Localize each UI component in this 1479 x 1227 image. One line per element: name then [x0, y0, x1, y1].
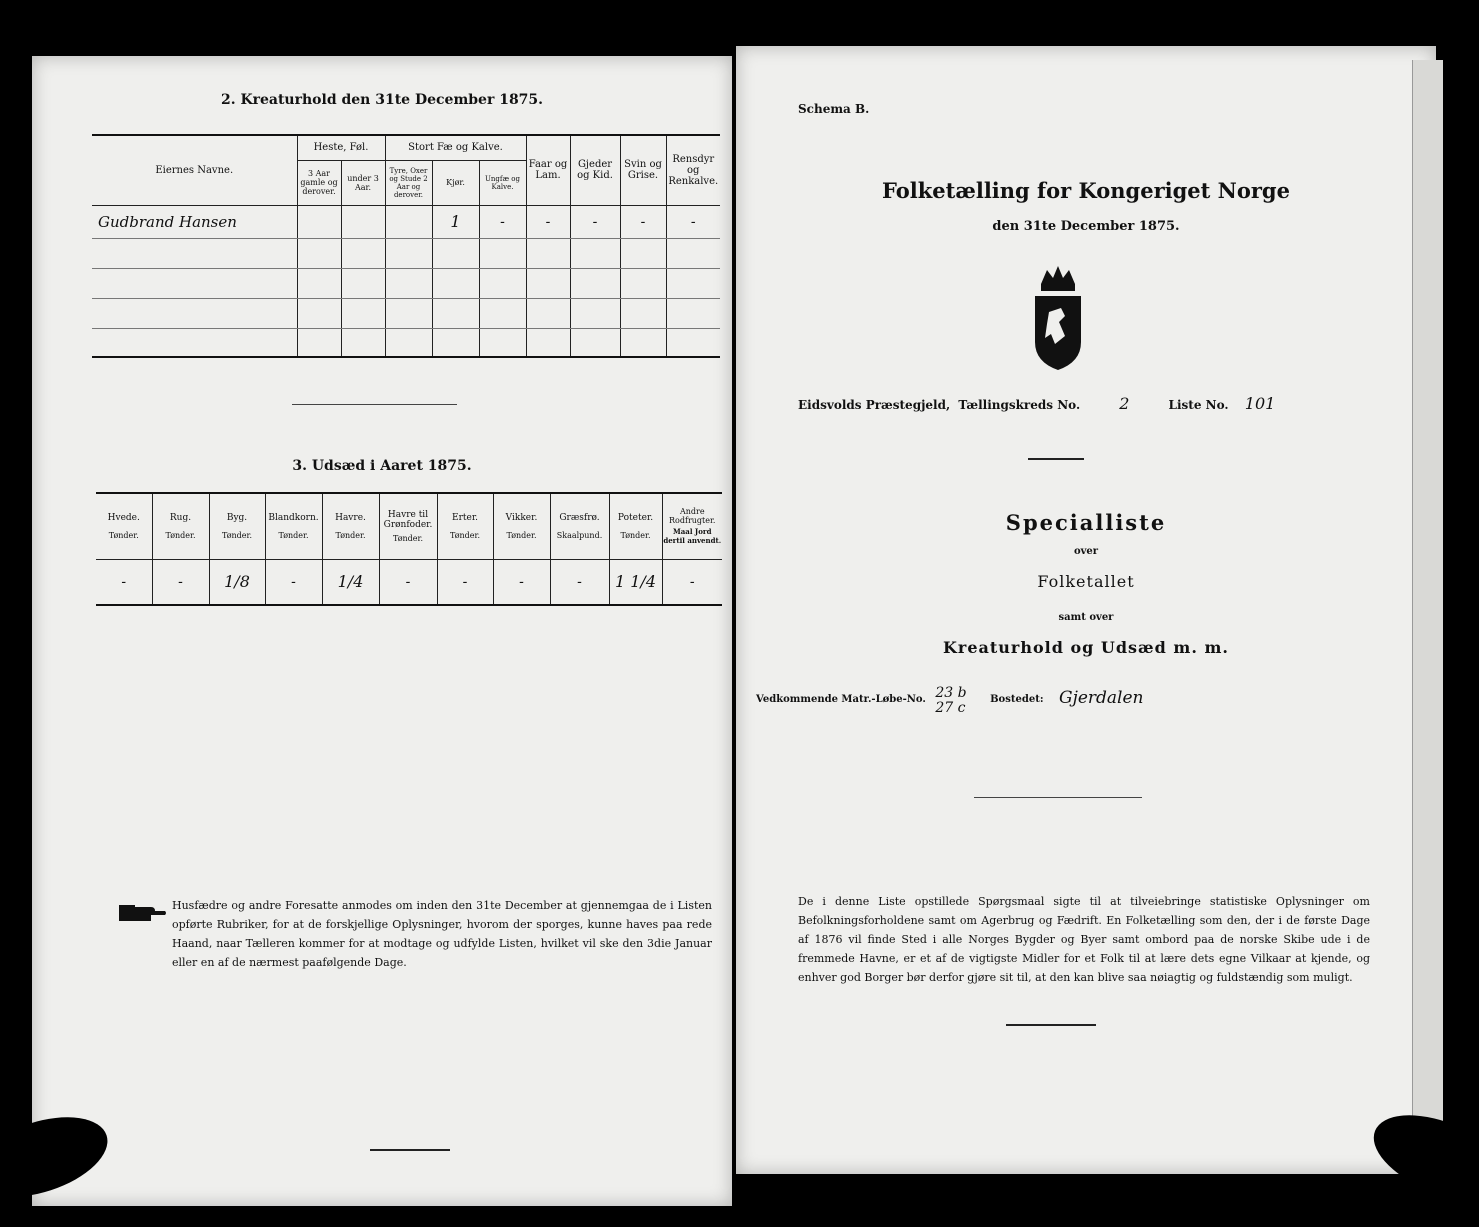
divider: [1028, 458, 1084, 460]
divider: [292, 404, 457, 405]
table-cell: -: [479, 205, 526, 238]
table-cell: -: [666, 205, 720, 238]
cattle-b-header: Kjør.: [432, 160, 479, 205]
bostedet-label: Bostedet:: [990, 694, 1044, 705]
seed-value-cell: -: [379, 559, 437, 605]
cattle-c-header: Ungfæ og Kalve.: [479, 160, 526, 205]
seed-header-cell: Blandkorn. Tønder.: [265, 493, 322, 559]
seed-value-cell: -: [662, 559, 722, 605]
seed-header-cell: Poteter. Tønder.: [609, 493, 662, 559]
pigs-header: Svin og Grise.: [620, 135, 666, 205]
bostedet-value: Gjerdalen: [1059, 688, 1144, 708]
matr-value-2: 27 c: [935, 700, 966, 716]
table-cell: [297, 205, 341, 238]
specialliste-heading: Specialliste: [1005, 510, 1167, 535]
cattle-a-header: Tyre, Oxer og Stude 2 Aar og derover.: [385, 160, 432, 205]
seed-header-cell: Rug. Tønder.: [152, 493, 209, 559]
seed-value-cell: 1 1/4: [609, 559, 662, 605]
pointing-hand-icon: [117, 899, 167, 929]
matr-label: Vedkommende Matr.-Løbe-No.: [756, 694, 926, 705]
sheep-header: Faar og Lam.: [526, 135, 570, 205]
notice-text: Husfædre og andre Foresatte anmodes om inden den 31te December at gjennemgaa de i Listen opførte Rubriker, for at de forskjellige Oplysninger, hvorom der sporges, kunne haves paa rede Haand, naar Tælleren kommer for at modtage og udfylde Listen, hvilket vil ske den 3die Januar eller en af de nærmest paafølgende Dage.: [172, 899, 712, 969]
right-page: [736, 46, 1436, 1174]
seed-value-cell: -: [96, 559, 152, 605]
owner-name-cell: Gudbrand Hansen: [92, 205, 297, 238]
table-cell: [341, 205, 385, 238]
main-title: Folketælling for Kongeriget Norge: [882, 178, 1290, 203]
horse-b-header: under 3 Aar.: [341, 160, 385, 205]
page-edge: [1412, 60, 1443, 1175]
seed-value-cell: -: [152, 559, 209, 605]
goats-header: Gjeder og Kid.: [570, 135, 620, 205]
seed-header-cell: Vikker. Tønder.: [493, 493, 550, 559]
section3-title: 3. Udsæd i Aaret 1875.: [292, 458, 472, 474]
table-cell: 1: [432, 205, 479, 238]
district-label: Tællingskreds No.: [958, 398, 1081, 412]
seed-header-cell: Havre. Tønder.: [322, 493, 379, 559]
seed-value-cell: -: [265, 559, 322, 605]
seed-value-cell: -: [493, 559, 550, 605]
seed-header-cell: Byg. Tønder.: [209, 493, 265, 559]
owner-header: Eiernes Navne.: [92, 135, 297, 205]
seed-header-cell: Andre Rodfrugter. Maal Jord dertil anvendt.: [662, 493, 722, 559]
seed-header-cell: Erter. Tønder.: [437, 493, 493, 559]
matr-value-1: 23 b: [935, 685, 967, 701]
horse-a-header: 3 Aar gamle og derover.: [297, 160, 341, 205]
table-cell: -: [570, 205, 620, 238]
census-date: den 31te December 1875.: [992, 219, 1180, 234]
footer-text: De i denne Liste opstillede Spørgsmaal sigte til at tilveiebringe statistiske Oplysninger om Befolkningsforholdene samt om Agerbrug og Fædrift. En Folketælling som den, der i de første Dage af 1876 vil finde Sted i alle Norges Bygder og Byer samt ombord paa de norske Skibe ude i de fremmede Havne, er et af de vigtigste Midler for et Folk til at lære dets egne Vilkaar at kjende, og enhver god Borger bør derfor gjøre sit til, at den kan blive saa nøiagtig og fuldstændig som muligt.: [798, 895, 1370, 984]
reindeer-header: Rensdyr og Renkalve.: [666, 135, 720, 205]
matr-values: [935, 686, 966, 716]
seed-value-cell: 1/8: [209, 559, 265, 605]
table-cell: -: [526, 205, 570, 238]
seed-header-cell: Havre til Grønfoder. Tønder.: [379, 493, 437, 559]
empty-cell: [92, 238, 297, 268]
horses-header: Heste, Føl.: [297, 135, 385, 160]
list-value: 101: [1244, 394, 1276, 413]
list-label: Liste No.: [1168, 398, 1229, 412]
cattle-header: Stort Fæ og Kalve.: [385, 135, 526, 160]
coat-of-arms-icon: [1031, 264, 1085, 376]
parish-line: [798, 394, 1358, 413]
seed-header-cell: Hvede. Tønder.: [96, 493, 152, 559]
table-cell: [385, 205, 432, 238]
seed-value-cell: 1/4: [322, 559, 379, 605]
seed-table: [96, 492, 722, 606]
samt-over-text: samt over: [1058, 612, 1114, 623]
seed-value-cell: -: [437, 559, 493, 605]
schema-label: Schema B.: [798, 102, 870, 116]
district-value: 2: [1119, 394, 1130, 413]
matr-line: [756, 686, 1276, 716]
livestock-table: [92, 134, 720, 358]
empty-cell: [92, 298, 297, 328]
folketallet-heading: Folketallet: [1037, 572, 1135, 591]
table-cell: -: [620, 205, 666, 238]
divider: [1006, 1024, 1096, 1026]
empty-cell: [92, 268, 297, 298]
divider: [974, 797, 1142, 798]
kreaturhold-heading: Kreaturhold og Udsæd m. m.: [943, 638, 1229, 657]
section2-title: 2. Kreaturhold den 31te December 1875.: [220, 92, 544, 108]
left-page: [32, 56, 732, 1206]
over-text: over: [1073, 546, 1099, 557]
divider: [370, 1149, 450, 1151]
seed-value-cell: -: [550, 559, 609, 605]
seed-header-cell: Græsfrø. Skaalpund.: [550, 493, 609, 559]
empty-cell: [92, 328, 297, 357]
parish-label: Eidsvolds Præstegjeld,: [798, 398, 951, 412]
